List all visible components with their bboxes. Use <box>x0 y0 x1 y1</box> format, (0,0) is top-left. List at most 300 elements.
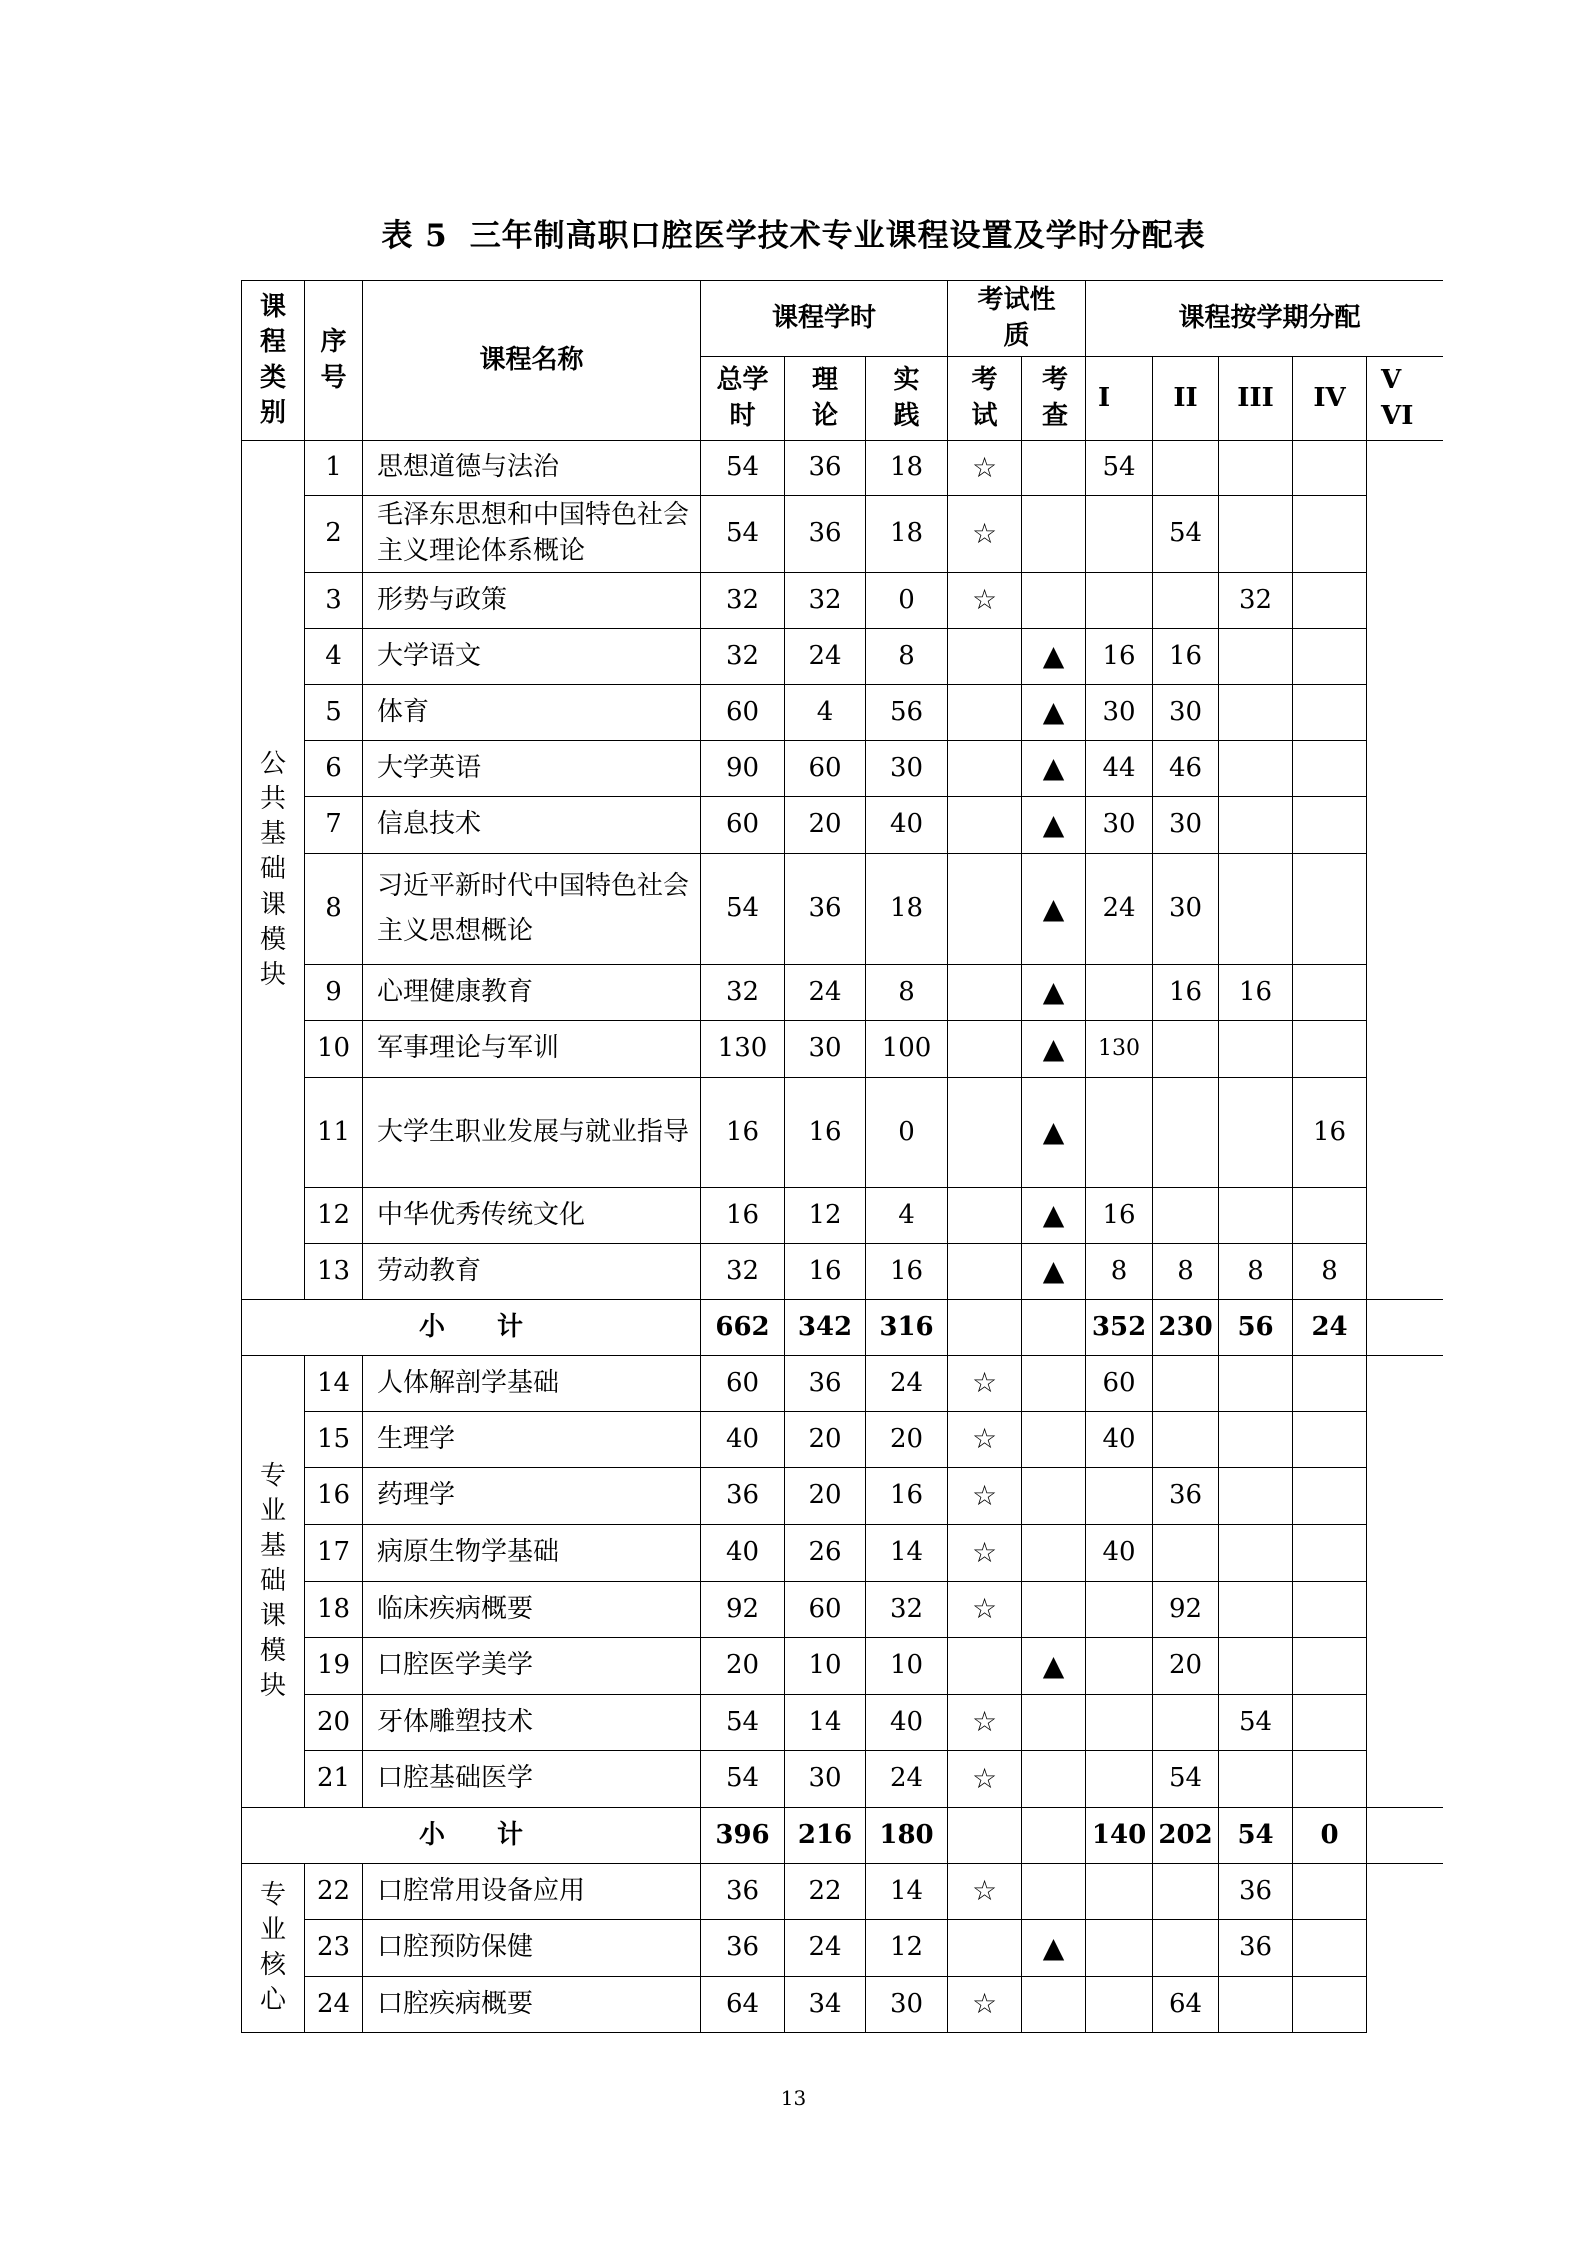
theory-cell: 60 <box>785 741 866 797</box>
s1-cell <box>1086 1920 1153 1977</box>
s2-cell <box>1153 1188 1219 1244</box>
practice-cell: 40 <box>866 797 948 854</box>
check-cell <box>1022 1412 1086 1468</box>
subtotal-s2: 202 <box>1153 1808 1219 1864</box>
total-cell: 64 <box>701 1977 785 2033</box>
s1-cell: 130 <box>1086 1021 1153 1078</box>
theory-cell: 10 <box>785 1638 866 1695</box>
s2-cell <box>1153 573 1219 629</box>
seq-cell: 14 <box>305 1356 363 1412</box>
total-cell: 36 <box>701 1468 785 1525</box>
s2-cell: 46 <box>1153 741 1219 797</box>
theory-cell: 32 <box>785 573 866 629</box>
s4-cell <box>1293 1188 1367 1244</box>
s2-cell <box>1153 1356 1219 1412</box>
seq-cell: 18 <box>305 1582 363 1638</box>
seq-cell: 9 <box>305 965 363 1021</box>
practice-cell: 20 <box>866 1412 948 1468</box>
practice-cell: 8 <box>866 965 948 1021</box>
s3-cell <box>1219 1188 1293 1244</box>
check-cell: ▲ <box>1022 1244 1086 1300</box>
practice-cell: 40 <box>866 1695 948 1751</box>
total-cell: 54 <box>701 496 785 573</box>
check-cell <box>1022 1356 1086 1412</box>
course-name-cell: 口腔预防保健 <box>363 1920 701 1977</box>
s3-cell <box>1219 1525 1293 1582</box>
theory-cell: 60 <box>785 1582 866 1638</box>
course-name-cell: 中华优秀传统文化 <box>363 1188 701 1244</box>
total-cell: 32 <box>701 573 785 629</box>
header-theory: 理论 <box>785 357 866 441</box>
s3-cell <box>1219 685 1293 741</box>
table-row <box>242 1525 1444 1582</box>
exam-cell: ☆ <box>948 1468 1022 1525</box>
course-name-cell: 口腔基础医学 <box>363 1751 701 1808</box>
s2-cell <box>1153 1695 1219 1751</box>
s3-cell <box>1219 1078 1293 1188</box>
table-row <box>242 629 1444 685</box>
s3-cell: 36 <box>1219 1920 1293 1977</box>
exam-cell: ☆ <box>948 1412 1022 1468</box>
course-name-cell: 习近平新时代中国特色社会主义思想概论 <box>363 854 701 965</box>
s4-cell <box>1293 1920 1367 1977</box>
table-row <box>242 1468 1444 1525</box>
practice-cell: 32 <box>866 1582 948 1638</box>
check-cell <box>1022 1751 1086 1808</box>
header-name: 课程名称 <box>363 281 701 441</box>
s4-cell <box>1293 1525 1367 1582</box>
table-row <box>242 1078 1444 1188</box>
s3-cell <box>1219 1468 1293 1525</box>
course-name-cell: 临床疾病概要 <box>363 1582 701 1638</box>
sem56-cell <box>1367 1864 1443 2033</box>
header-total: 总学时 <box>701 357 785 441</box>
s1-cell: 8 <box>1086 1244 1153 1300</box>
check-cell <box>1022 1582 1086 1638</box>
seq-cell: 21 <box>305 1751 363 1808</box>
s3-cell <box>1219 1751 1293 1808</box>
subtotal-row <box>242 1808 1444 1864</box>
total-cell: 54 <box>701 854 785 965</box>
total-cell: 32 <box>701 629 785 685</box>
total-cell: 54 <box>701 1695 785 1751</box>
theory-cell: 36 <box>785 441 866 496</box>
total-cell: 36 <box>701 1920 785 1977</box>
table-row <box>242 1864 1444 1920</box>
subtotal-exam <box>948 1300 1022 1356</box>
course-name-cell: 毛泽东思想和中国特色社会主义理论体系概论 <box>363 496 701 573</box>
seq-cell: 23 <box>305 1920 363 1977</box>
theory-cell: 16 <box>785 1078 866 1188</box>
header-row-1 <box>242 281 1444 357</box>
s3-cell <box>1219 854 1293 965</box>
total-cell: 60 <box>701 1356 785 1412</box>
check-cell: ▲ <box>1022 685 1086 741</box>
exam-cell <box>948 1920 1022 1977</box>
theory-cell: 34 <box>785 1977 866 2033</box>
table-row <box>242 1412 1444 1468</box>
total-cell: 36 <box>701 1864 785 1920</box>
total-cell: 16 <box>701 1188 785 1244</box>
s1-cell <box>1086 1468 1153 1525</box>
practice-cell: 14 <box>866 1864 948 1920</box>
s1-cell: 30 <box>1086 797 1153 854</box>
course-name-cell: 药理学 <box>363 1468 701 1525</box>
seq-cell: 2 <box>305 496 363 573</box>
exam-cell: ☆ <box>948 1864 1022 1920</box>
s1-cell: 24 <box>1086 854 1153 965</box>
sem56-cell <box>1367 1356 1443 1808</box>
s1-cell: 16 <box>1086 629 1153 685</box>
header-seq: 序号 <box>305 281 363 441</box>
subtotal-label: 小 计 <box>242 1300 701 1356</box>
theory-cell: 20 <box>785 1412 866 1468</box>
s2-cell <box>1153 1525 1219 1582</box>
seq-cell: 8 <box>305 854 363 965</box>
subtotal-exam <box>948 1808 1022 1864</box>
s2-cell: 16 <box>1153 629 1219 685</box>
s4-cell <box>1293 1582 1367 1638</box>
s2-cell: 8 <box>1153 1244 1219 1300</box>
s4-cell <box>1293 854 1367 965</box>
subtotal-check <box>1022 1808 1086 1864</box>
subtotal-practice: 180 <box>866 1808 948 1864</box>
exam-cell: ☆ <box>948 573 1022 629</box>
course-table <box>241 280 1443 2033</box>
subtotal-total: 662 <box>701 1300 785 1356</box>
total-cell: 40 <box>701 1412 785 1468</box>
course-name-cell: 口腔常用设备应用 <box>363 1864 701 1920</box>
check-cell <box>1022 1977 1086 2033</box>
s1-cell <box>1086 1695 1153 1751</box>
s2-cell: 36 <box>1153 1468 1219 1525</box>
exam-cell: ☆ <box>948 1695 1022 1751</box>
s3-cell: 32 <box>1219 573 1293 629</box>
course-name-cell: 口腔医学美学 <box>363 1638 701 1695</box>
total-cell: 54 <box>701 1751 785 1808</box>
s2-cell <box>1153 441 1219 496</box>
practice-cell: 18 <box>866 496 948 573</box>
s4-cell <box>1293 441 1367 496</box>
check-cell <box>1022 1864 1086 1920</box>
course-name-cell: 信息技术 <box>363 797 701 854</box>
s4-cell <box>1293 965 1367 1021</box>
s3-cell: 36 <box>1219 1864 1293 1920</box>
course-name-cell: 生理学 <box>363 1412 701 1468</box>
check-cell: ▲ <box>1022 1920 1086 1977</box>
seq-cell: 10 <box>305 1021 363 1078</box>
s3-cell <box>1219 797 1293 854</box>
practice-cell: 24 <box>866 1751 948 1808</box>
s1-cell <box>1086 1977 1153 2033</box>
s4-cell <box>1293 629 1367 685</box>
header-exam: 考试 <box>948 357 1022 441</box>
theory-cell: 4 <box>785 685 866 741</box>
seq-cell: 19 <box>305 1638 363 1695</box>
s3-cell: 54 <box>1219 1695 1293 1751</box>
check-cell: ▲ <box>1022 854 1086 965</box>
seq-cell: 20 <box>305 1695 363 1751</box>
theory-cell: 30 <box>785 1751 866 1808</box>
exam-cell <box>948 965 1022 1021</box>
s3-cell <box>1219 1021 1293 1078</box>
s4-cell <box>1293 685 1367 741</box>
theory-cell: 36 <box>785 496 866 573</box>
s1-cell: 60 <box>1086 1356 1153 1412</box>
s3-cell <box>1219 1356 1293 1412</box>
exam-cell: ☆ <box>948 441 1022 496</box>
table-row <box>242 441 1444 496</box>
header-practice: 实践 <box>866 357 948 441</box>
s3-cell <box>1219 629 1293 685</box>
table-row <box>242 854 1444 965</box>
course-name-cell: 体育 <box>363 685 701 741</box>
s4-cell <box>1293 797 1367 854</box>
practice-cell: 16 <box>866 1468 948 1525</box>
subtotal-s3: 54 <box>1219 1808 1293 1864</box>
course-name-cell: 劳动教育 <box>363 1244 701 1300</box>
s1-cell <box>1086 1078 1153 1188</box>
subtotal-sem56 <box>1367 1808 1443 1864</box>
s1-cell: 40 <box>1086 1525 1153 1582</box>
check-cell: ▲ <box>1022 741 1086 797</box>
practice-cell: 30 <box>866 1977 948 2033</box>
s2-cell <box>1153 1920 1219 1977</box>
check-cell: ▲ <box>1022 629 1086 685</box>
total-cell: 90 <box>701 741 785 797</box>
header-sem1: I <box>1086 357 1153 441</box>
course-name-cell: 人体解剖学基础 <box>363 1356 701 1412</box>
s3-cell <box>1219 496 1293 573</box>
s4-cell <box>1293 496 1367 573</box>
total-cell: 60 <box>701 685 785 741</box>
s3-cell: 16 <box>1219 965 1293 1021</box>
s3-cell <box>1219 1412 1293 1468</box>
s2-cell <box>1153 1864 1219 1920</box>
header-check: 考查 <box>1022 357 1086 441</box>
exam-cell: ☆ <box>948 496 1022 573</box>
s4-cell <box>1293 1864 1367 1920</box>
header-sem2: II <box>1153 357 1219 441</box>
subtotal-sem56 <box>1367 1300 1443 1356</box>
page-number: 13 <box>780 2086 807 2110</box>
s4-cell <box>1293 573 1367 629</box>
seq-cell: 7 <box>305 797 363 854</box>
table-row <box>242 741 1444 797</box>
subtotal-practice: 316 <box>866 1300 948 1356</box>
s2-cell: 54 <box>1153 1751 1219 1808</box>
practice-cell: 24 <box>866 1356 948 1412</box>
exam-cell: ☆ <box>948 1977 1022 2033</box>
table-row <box>242 1920 1444 1977</box>
practice-cell: 30 <box>866 741 948 797</box>
table-row <box>242 1188 1444 1244</box>
s2-cell <box>1153 1078 1219 1188</box>
subtotal-s3: 56 <box>1219 1300 1293 1356</box>
table-row <box>242 685 1444 741</box>
category-cell: 公共基础课模块 <box>242 441 305 1300</box>
s3-cell <box>1219 1977 1293 2033</box>
total-cell: 32 <box>701 1244 785 1300</box>
table-row <box>242 1977 1444 2033</box>
s4-cell <box>1293 741 1367 797</box>
header-sem3: III <box>1219 357 1293 441</box>
seq-cell: 4 <box>305 629 363 685</box>
seq-cell: 13 <box>305 1244 363 1300</box>
seq-cell: 11 <box>305 1078 363 1188</box>
course-name-cell: 心理健康教育 <box>363 965 701 1021</box>
s4-cell <box>1293 1021 1367 1078</box>
exam-cell: ☆ <box>948 1356 1022 1412</box>
header-category: 课程类别 <box>242 281 305 441</box>
practice-cell: 18 <box>866 441 948 496</box>
s3-cell <box>1219 1582 1293 1638</box>
table-row <box>242 1244 1444 1300</box>
practice-cell: 0 <box>866 573 948 629</box>
theory-cell: 20 <box>785 1468 866 1525</box>
table-row <box>242 1356 1444 1412</box>
s4-cell <box>1293 1412 1367 1468</box>
header-sem56: V VI <box>1367 357 1443 441</box>
s3-cell <box>1219 741 1293 797</box>
practice-cell: 16 <box>866 1244 948 1300</box>
exam-cell <box>948 1021 1022 1078</box>
check-cell <box>1022 1525 1086 1582</box>
s2-cell: 30 <box>1153 685 1219 741</box>
table-row <box>242 573 1444 629</box>
course-name-cell: 思想道德与法治 <box>363 441 701 496</box>
s4-cell: 8 <box>1293 1244 1367 1300</box>
seq-cell: 22 <box>305 1864 363 1920</box>
practice-cell: 100 <box>866 1021 948 1078</box>
check-cell <box>1022 496 1086 573</box>
s1-cell <box>1086 1864 1153 1920</box>
seq-cell: 16 <box>305 1468 363 1525</box>
seq-cell: 17 <box>305 1525 363 1582</box>
theory-cell: 14 <box>785 1695 866 1751</box>
s1-cell <box>1086 1638 1153 1695</box>
header-exam-nature: 考试性质 <box>948 281 1086 357</box>
s4-cell <box>1293 1977 1367 2033</box>
practice-cell: 4 <box>866 1188 948 1244</box>
exam-cell <box>948 685 1022 741</box>
s1-cell: 54 <box>1086 441 1153 496</box>
s1-cell <box>1086 1751 1153 1808</box>
practice-cell: 8 <box>866 629 948 685</box>
theory-cell: 36 <box>785 1356 866 1412</box>
check-cell: ▲ <box>1022 1021 1086 1078</box>
table-row <box>242 1695 1444 1751</box>
practice-cell: 56 <box>866 685 948 741</box>
exam-cell: ☆ <box>948 1582 1022 1638</box>
exam-cell <box>948 1244 1022 1300</box>
s4-cell <box>1293 1695 1367 1751</box>
exam-cell <box>948 1078 1022 1188</box>
s1-cell <box>1086 573 1153 629</box>
course-name-cell: 牙体雕塑技术 <box>363 1695 701 1751</box>
subtotal-s2: 230 <box>1153 1300 1219 1356</box>
s4-cell <box>1293 1638 1367 1695</box>
course-name-cell: 病原生物学基础 <box>363 1525 701 1582</box>
subtotal-check <box>1022 1300 1086 1356</box>
table-row <box>242 797 1444 854</box>
s4-cell <box>1293 1356 1367 1412</box>
total-cell: 16 <box>701 1078 785 1188</box>
check-cell: ▲ <box>1022 1638 1086 1695</box>
header-semester: 课程按学期分配 <box>1086 281 1443 357</box>
seq-cell: 5 <box>305 685 363 741</box>
check-cell <box>1022 573 1086 629</box>
s1-cell: 40 <box>1086 1412 1153 1468</box>
table-row <box>242 1021 1444 1078</box>
subtotal-total: 396 <box>701 1808 785 1864</box>
course-table-container <box>241 280 1443 2037</box>
s2-cell: 54 <box>1153 496 1219 573</box>
practice-cell: 10 <box>866 1638 948 1695</box>
subtotal-row <box>242 1300 1444 1356</box>
s4-cell <box>1293 1468 1367 1525</box>
theory-cell: 16 <box>785 1244 866 1300</box>
s2-cell: 92 <box>1153 1582 1219 1638</box>
s4-cell <box>1293 1751 1367 1808</box>
s1-cell <box>1086 965 1153 1021</box>
theory-cell: 24 <box>785 965 866 1021</box>
header-sem4: IV <box>1293 357 1367 441</box>
s2-cell: 20 <box>1153 1638 1219 1695</box>
course-name-cell: 大学生职业发展与就业指导 <box>363 1078 701 1188</box>
category-cell: 专业基础课模块 <box>242 1356 305 1808</box>
check-cell: ▲ <box>1022 1078 1086 1188</box>
s1-cell: 44 <box>1086 741 1153 797</box>
s1-cell <box>1086 496 1153 573</box>
exam-cell: ☆ <box>948 1525 1022 1582</box>
check-cell <box>1022 1695 1086 1751</box>
total-cell: 32 <box>701 965 785 1021</box>
subtotal-s1: 140 <box>1086 1808 1153 1864</box>
total-cell: 130 <box>701 1021 785 1078</box>
check-cell: ▲ <box>1022 1188 1086 1244</box>
exam-cell <box>948 741 1022 797</box>
seq-cell: 15 <box>305 1412 363 1468</box>
seq-cell: 3 <box>305 573 363 629</box>
practice-cell: 14 <box>866 1525 948 1582</box>
total-cell: 20 <box>701 1638 785 1695</box>
table-row <box>242 496 1444 573</box>
total-cell: 60 <box>701 797 785 854</box>
s1-cell <box>1086 1582 1153 1638</box>
exam-cell <box>948 1188 1022 1244</box>
practice-cell: 0 <box>866 1078 948 1188</box>
header-hours: 课程学时 <box>701 281 948 357</box>
check-cell: ▲ <box>1022 965 1086 1021</box>
s4-cell: 16 <box>1293 1078 1367 1188</box>
table-row <box>242 1751 1444 1808</box>
subtotal-label: 小 计 <box>242 1808 701 1864</box>
course-name-cell: 大学英语 <box>363 741 701 797</box>
theory-cell: 22 <box>785 1864 866 1920</box>
s1-cell: 16 <box>1086 1188 1153 1244</box>
table-number: 表 5 <box>381 218 448 254</box>
s2-cell <box>1153 1412 1219 1468</box>
seq-cell: 6 <box>305 741 363 797</box>
s1-cell: 30 <box>1086 685 1153 741</box>
subtotal-theory: 342 <box>785 1300 866 1356</box>
exam-cell <box>948 1638 1022 1695</box>
s2-cell <box>1153 1021 1219 1078</box>
s3-cell <box>1219 1638 1293 1695</box>
theory-cell: 26 <box>785 1525 866 1582</box>
seq-cell: 1 <box>305 441 363 496</box>
